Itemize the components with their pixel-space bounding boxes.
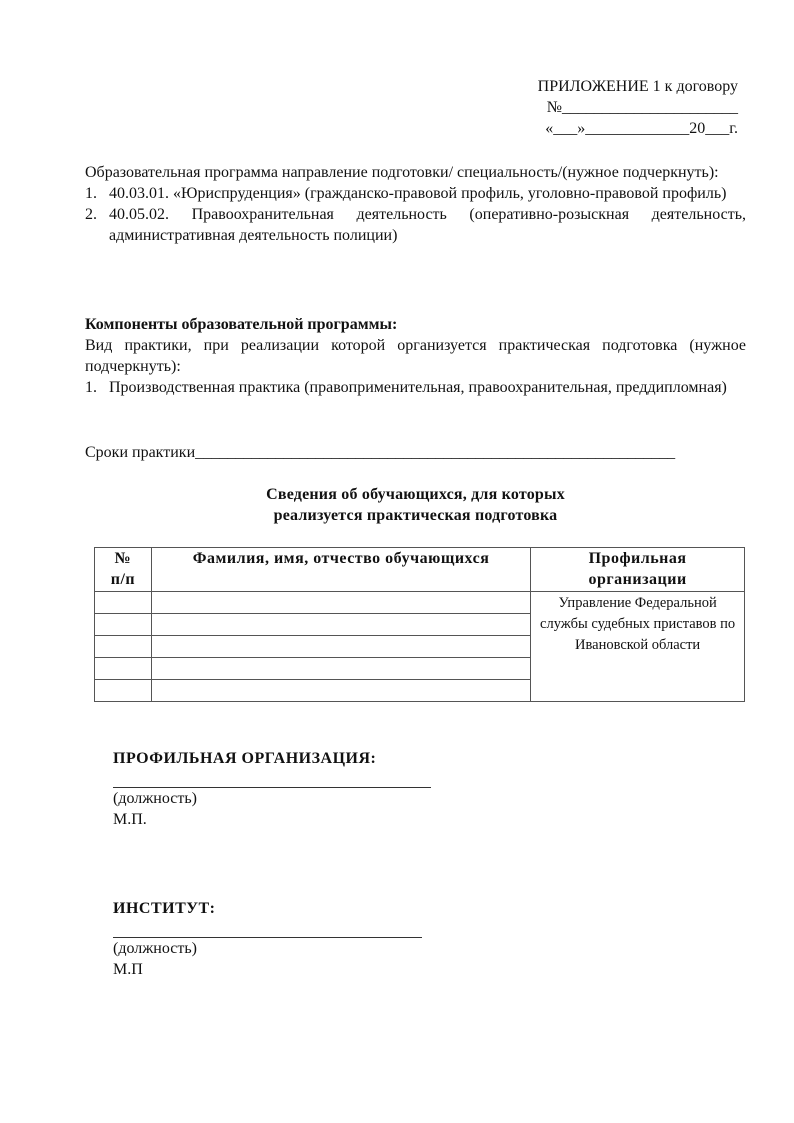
program-intro: Образовательная программа направление подготовки/ специальность/(нужное подчеркнуть): [85, 164, 719, 181]
practice-list [85, 377, 746, 398]
program-item-text: 40.03.01. «Юриспруденция» (гражданско-правовой профиль, уголовно-правовой профиль) [109, 185, 727, 202]
practice-terms-blank[interactable]: ____________________________________________________________ [195, 444, 676, 461]
table-header-row [95, 548, 745, 592]
institute-title: ИНСТИТУТ: [113, 900, 216, 917]
appendix-header [538, 76, 738, 139]
institute-position: (должность) [113, 940, 197, 957]
components-heading: Компоненты образовательной программы: [85, 316, 398, 333]
header-num-sign: № [114, 550, 132, 567]
program-item-text: 40.05.02. Правоохранительная деятельность (оперативно-розыскная деятельность, административная деятельность полиции) [109, 206, 746, 244]
profile-org-signature-line[interactable] [113, 769, 431, 788]
practice-intro: Вид практики, при реализации которой организуется практическая подготовка (нужное подчеркнуть): [85, 337, 746, 375]
header-profile-org: Профильная организации [531, 548, 745, 592]
header-num-pp: п/п [110, 571, 136, 588]
row-num-cell[interactable] [95, 592, 152, 614]
practice-terms [85, 442, 675, 463]
contract-date-line: «___»_____________20___г. [545, 120, 738, 137]
table-row [95, 592, 745, 614]
program-item [85, 183, 746, 204]
row-name-cell[interactable] [151, 614, 530, 636]
profile-org-title: ПРОФИЛЬНАЯ ОРГАНИЗАЦИЯ: [113, 750, 377, 767]
institute-stamp: М.П [113, 961, 143, 978]
list-number: 1. [85, 379, 97, 396]
profile-org-stamp: М.П. [113, 811, 147, 828]
row-name-cell[interactable] [151, 680, 530, 702]
program-section [85, 162, 746, 246]
practice-item-text: Производственная практика (правоприменительная, правоохранительная, преддипломная) [109, 379, 727, 396]
row-num-cell[interactable] [95, 636, 152, 658]
profile-org-cell: Управление Федеральной службы судебных приставов по Ивановской области [531, 592, 745, 702]
profile-org-signature [113, 748, 431, 830]
list-number: 1. [85, 185, 97, 202]
row-name-cell[interactable] [151, 636, 530, 658]
header-student-name: Фамилия, имя, отчество обучающихся [151, 548, 530, 592]
institute-signature-line[interactable] [113, 919, 422, 938]
table-title [85, 484, 746, 526]
row-name-cell[interactable] [151, 592, 530, 614]
institute-signature [113, 898, 422, 980]
table-title-line1: Сведения об обучающихся, для которых [266, 486, 565, 503]
practice-terms-label: Сроки практики [85, 444, 196, 461]
list-number: 2. [85, 206, 97, 223]
program-list [85, 183, 746, 246]
row-name-cell[interactable] [151, 658, 530, 680]
table-title-line2: реализуется практическая подготовка [273, 507, 558, 524]
program-item [85, 204, 746, 246]
practice-item [85, 377, 746, 398]
appendix-title: ПРИЛОЖЕНИЕ 1 к договору [537, 78, 738, 95]
students-table [94, 547, 745, 702]
row-num-cell[interactable] [95, 614, 152, 636]
profile-org-position: (должность) [113, 790, 197, 807]
components-section [85, 314, 746, 398]
contract-number-line: №______________________ [546, 99, 738, 116]
row-num-cell[interactable] [95, 680, 152, 702]
header-num [95, 548, 152, 592]
row-num-cell[interactable] [95, 658, 152, 680]
